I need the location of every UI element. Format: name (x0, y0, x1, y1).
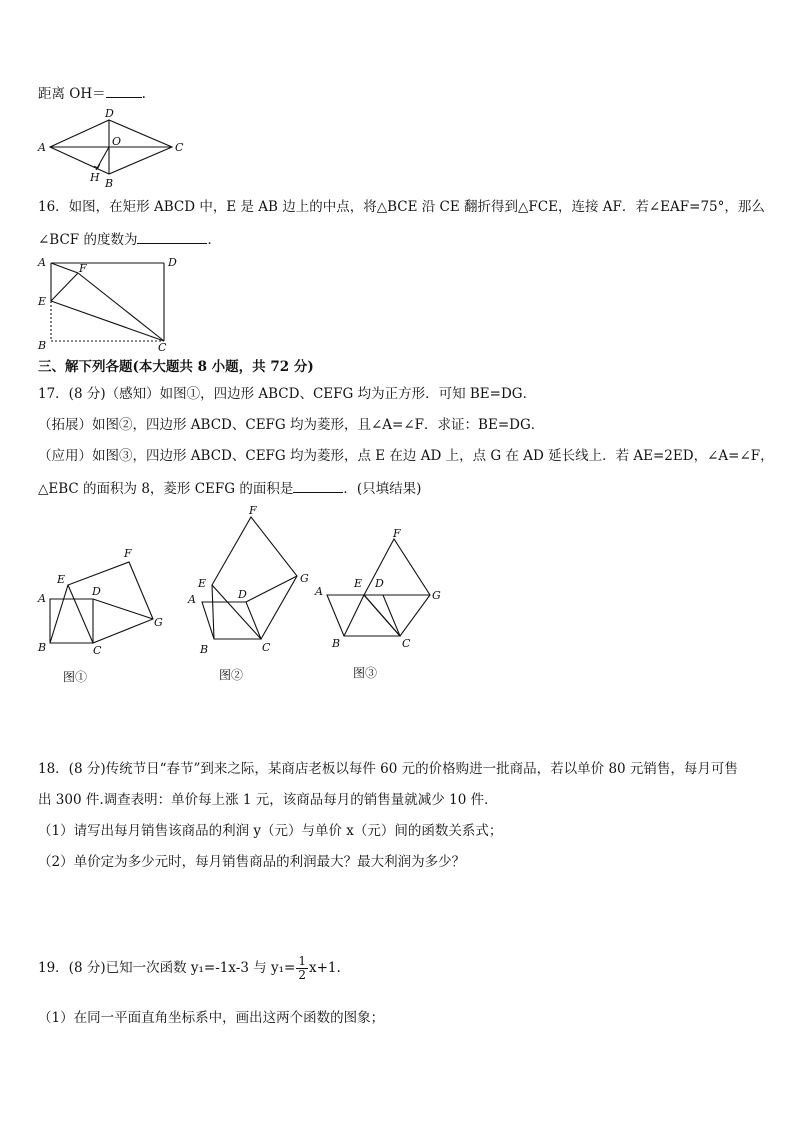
label-b: B (332, 637, 341, 650)
label-a: A (38, 141, 46, 154)
label-d: D (92, 585, 101, 598)
caption-figure-1: 图① (63, 670, 88, 684)
label-c: C (158, 341, 167, 354)
q18-line2: 出 300 件.调查表明：单价每上涨 1 元，该商品每月的销售量就减少 10 件． (38, 792, 498, 808)
q17-answer-blank[interactable] (293, 478, 343, 493)
rhombus-cefg (364, 539, 430, 636)
q16-text: ∠BCF 的度数为 (38, 232, 138, 248)
segment-ef (51, 273, 78, 301)
caption-figure-3: 图③ (353, 666, 378, 680)
segment-dg (93, 599, 153, 619)
label-a: A (315, 585, 323, 598)
q16-line2 (38, 229, 221, 249)
label-f: F (393, 527, 401, 540)
q17-line3: （应用）如图③，四边形 ABCD、CEFG 均为菱形，点 E 在边 AD 上，点 G 在 AD 延长线上．若 AE=2ED，∠A=∠F， (38, 448, 774, 464)
q18-line3: （1）请写出每月销售该商品的利润 y（元）与单价 x（元）间的函数关系式； (38, 823, 503, 839)
q16-tail: ． (207, 232, 221, 248)
rhombus-cefg (212, 517, 297, 639)
label-f: F (79, 262, 87, 275)
rhombus-abcd (327, 595, 400, 636)
segment-fc (78, 273, 164, 341)
label-e: E (198, 577, 207, 590)
rectangle-fold-figure-q16 (36, 253, 176, 353)
label-d: D (375, 577, 384, 590)
label-c: C (402, 637, 411, 650)
label-d: D (168, 256, 177, 269)
label-e: E (57, 573, 66, 586)
label-d: D (238, 588, 247, 601)
section-3-heading: 三、解下列各题(本大题共 8 小题，共 72 分) (38, 359, 314, 375)
segment-be (344, 595, 364, 636)
q15-text: 距离 OH＝ (38, 86, 106, 102)
q17-tail: ．(只填结果) (343, 481, 422, 497)
rhombus-figure-q15 (36, 106, 196, 196)
square-cefg (68, 562, 153, 643)
label-o: O (112, 135, 122, 148)
q17-line1: 17．(8 分)（感知）如图①，四边形 ABCD、CEFG 均为正方形．可知 BE=DG． (38, 386, 537, 402)
label-a: A (38, 592, 46, 605)
q19-line2: （1）在同一平面直角坐标系中，画出这两个函数的图象； (38, 1010, 385, 1026)
figure-2-rhombi (186, 503, 321, 658)
label-g: G (432, 589, 441, 602)
perpendicular-oh (96, 147, 109, 170)
label-a: A (188, 593, 196, 606)
label-f: F (124, 547, 132, 560)
caption-figure-2: 图② (219, 668, 244, 682)
label-b: B (38, 339, 47, 352)
q15-tail: . (141, 86, 146, 102)
segment-be (212, 585, 214, 639)
label-g: G (154, 616, 163, 629)
label-g: G (300, 572, 309, 585)
q16-answer-blank[interactable] (137, 229, 207, 244)
fraction-denominator: 2 (298, 968, 306, 982)
label-d: D (105, 107, 114, 120)
q17-line4 (38, 478, 421, 498)
label-a: A (38, 256, 46, 269)
q18-line1: 18．(8 分)传统节日“春节”到来之际，某商店老板以每件 60 元的价格购进一批商品，若以单价 80 元销售，每月可售 (38, 761, 738, 777)
label-f: F (249, 504, 257, 517)
figure-1-squares (36, 545, 176, 655)
label-b: B (200, 643, 209, 656)
label-e: E (354, 577, 363, 590)
figure-3-rhombi (313, 525, 448, 655)
label-b: B (38, 641, 47, 654)
q18-line4: （2）单价定为多少元时，每月销售商品的利润最大？最大利润为多少？ (38, 854, 466, 870)
rhombus-abcd (202, 602, 261, 639)
q15-line (38, 83, 146, 103)
segment-af (51, 263, 78, 273)
q16-line1: 16．如图，在矩形 ABCD 中，E 是 AB 边上的中点，将△BCE 沿 CE 翻折得到△FCE，连接 AF．若∠EAF=75°，那么 (38, 199, 765, 215)
label-c: C (175, 141, 184, 154)
q17-text: △EBC 的面积为 8，菱形 CEFG 的面积是 (38, 481, 294, 497)
segment-ec (364, 595, 400, 636)
label-c: C (93, 644, 102, 657)
q17-line2: （拓展）如图②，四边形 ABCD、CEFG 均为菱形，且∠A=∠F．求证：BE=DG． (38, 417, 545, 433)
q15-answer-blank[interactable] (106, 83, 142, 98)
segment-be (50, 585, 68, 643)
fraction-numerator: 1 (298, 954, 306, 968)
label-b: B (105, 177, 114, 190)
label-c: C (262, 641, 271, 654)
label-h: H (90, 171, 100, 184)
label-e: E (38, 295, 47, 308)
q19-line1 (38, 953, 341, 983)
fraction-one-half (296, 955, 308, 982)
q19-text: 19．(8 分)已知一次函数 y₁=-1x-3 与 y₁= (38, 960, 296, 976)
segment-ec (51, 301, 164, 341)
q19-text-tail: x+1. (308, 960, 341, 976)
